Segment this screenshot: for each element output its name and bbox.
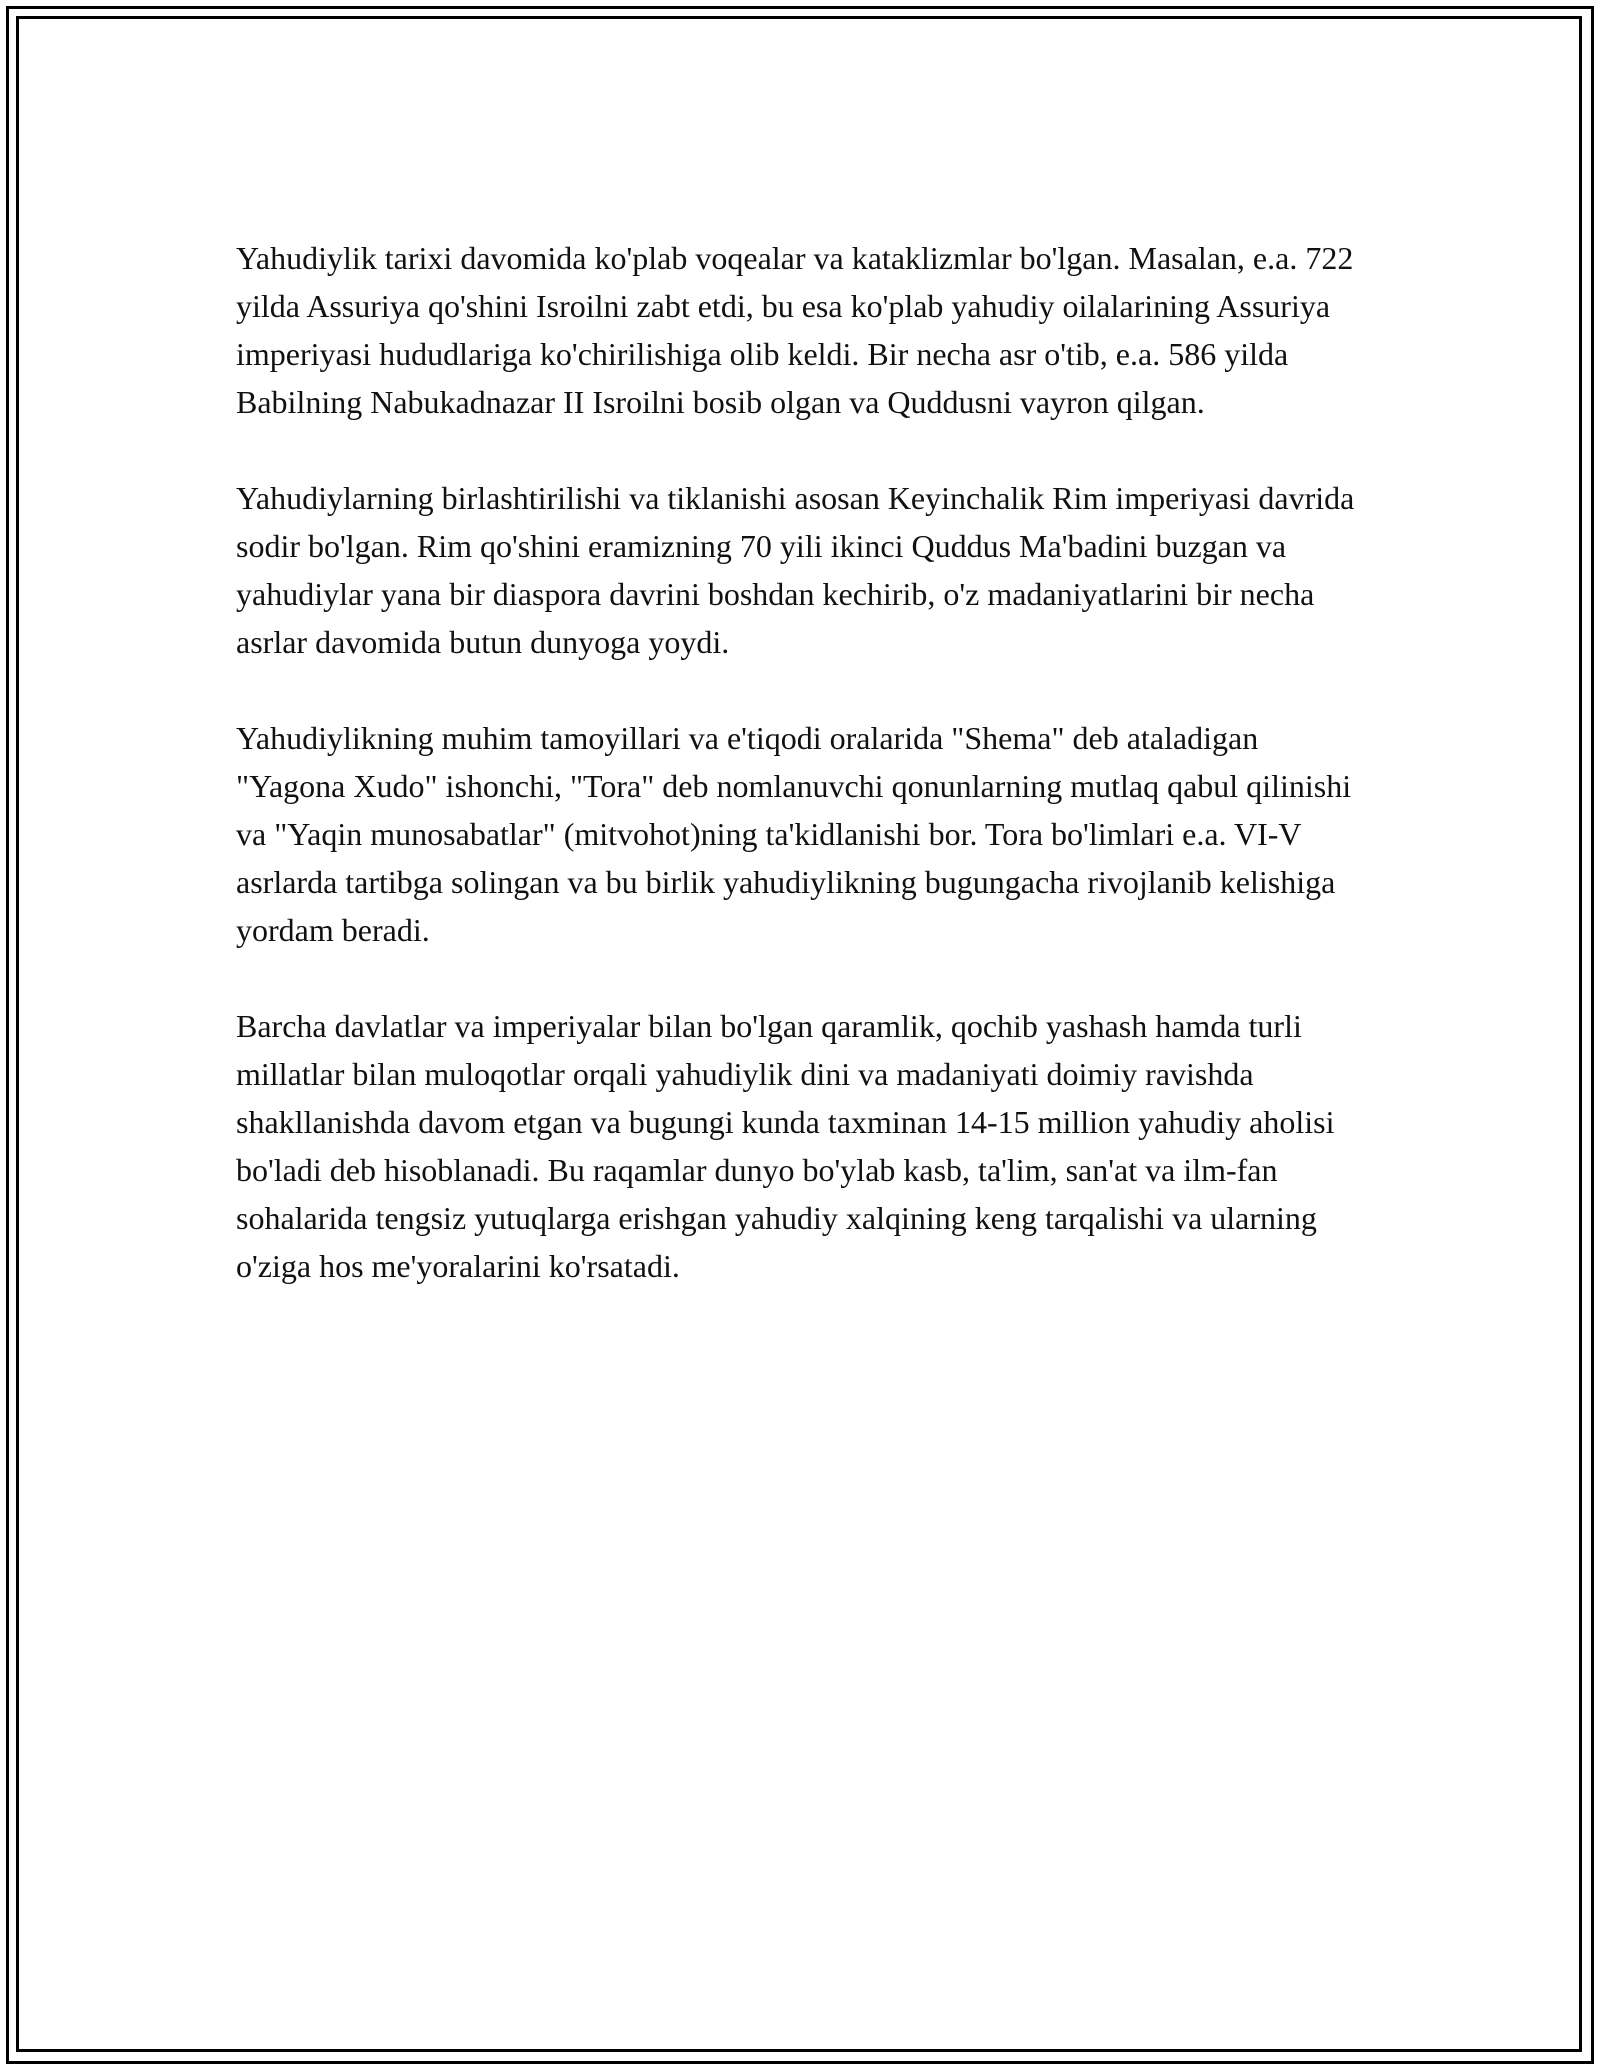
document-body <box>236 234 1366 1290</box>
paragraph-2: Yahudiylarning birlashtirilishi va tiklanishi asosan Keyinchalik Rim imperiyasi davrida sodir bo'lgan. Rim qo'shini eramizning 70 yili ikinci Quddus Ma'badini buzgan va yahudiylar yana bir diaspora davrini boshdan kechirib, o'z madaniyatlarini bir necha asrlar davomida butun dunyoga yoydi. <box>236 480 1355 660</box>
paragraph-1: Yahudiylik tarixi davomida ko'plab voqealar va kataklizmlar bo'lgan. Masalan, e.a. 722 yilda Assuriya qo'shini Isroilni zabt etdi, bu esa ko'plab yahudiy oilalarining Assuriya imperiyasi hududlariga ko'chirilishiga olib keldi. Bir necha asr o'tib, e.a. 586 yilda Babilning Nabukadnazar II Isroilni bosib olgan va Quddusni vayron qilgan. <box>236 240 1354 420</box>
paragraph-4: Barcha davlatlar va imperiyalar bilan bo'lgan qaramlik, qochib yashash hamda turli millatlar bilan muloqotlar orqali yahudiylik dini va madaniyati doimiy ravishda shakllanishda davom etgan va bugungi kunda taxminan 14-15 million yahudiy aholisi bo'ladi deb hisoblanadi. Bu raqamlar dunyo bo'ylab kasb, ta'lim, san'at va ilm-fan sohalarida tengsiz yutuqlarga erishgan yahudiy xalqining keng tarqalishi va ularning o'ziga hos me'yoralarini ko'rsatadi. <box>236 1008 1335 1284</box>
paragraph-3: Yahudiylikning muhim tamoyillari va e'tiqodi oralarida "Shema" deb ataladigan "Yagona Xudo" ishonchi, "Tora" deb nomlanuvchi qonunlarning mutlaq qabul qilinishi va "Yaqin munosabatlar" (mitvohot)ning ta'kidlanishi bor. Tora bo'limlari e.a. VI-V asrlarda tartibga solingan va bu birlik yahudiylikning bugungacha rivojlanib kelishiga yordam beradi. <box>236 720 1352 948</box>
